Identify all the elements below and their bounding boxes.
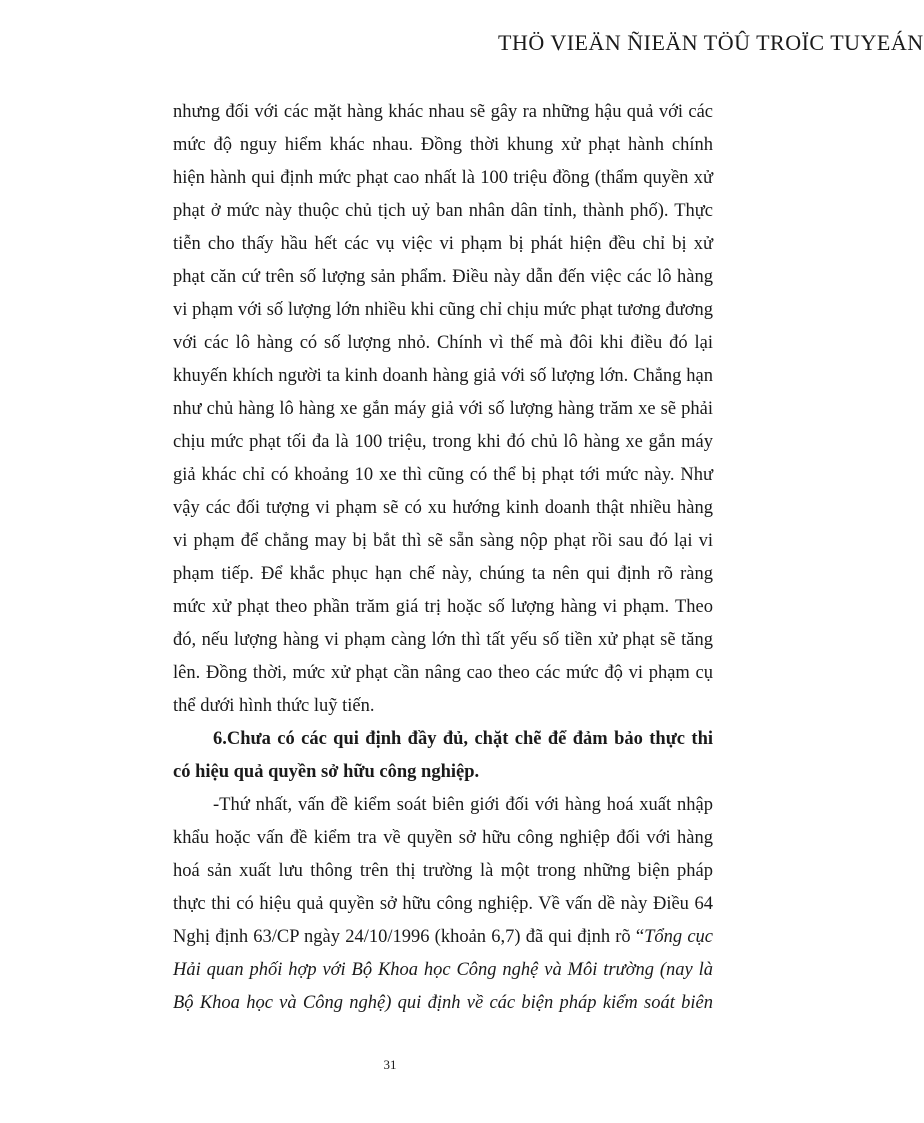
paragraph-2 xyxy=(173,789,713,1020)
text-line: tiễn cho thấy hầu hết các vụ việc vi phạm bị phát hiện đều chỉ bị xử xyxy=(173,234,713,254)
text-line: nhưng đối với các mặt hàng khác nhau sẽ gây ra những hậu quả với các xyxy=(173,102,713,122)
text-line: phạt ở mức này thuộc chủ tịch uỷ ban nhân dân tỉnh, thành phố). Thực xyxy=(173,201,713,221)
page-header: THÖ VIEÄN ÑIEÄN TÖÛ TROÏC TUYEÁN xyxy=(498,30,924,55)
text-line: giả khác chỉ có khoảng 10 xe thì cũng có thể bị phạt tới mức này. Như xyxy=(173,465,713,485)
text-line: đó, nếu lượng hàng vi phạm càng lớn thì tất yếu số tiền xử phạt sẽ tăng xyxy=(173,630,713,650)
text-line: phạt căn cứ trên số lượng sản phẩm. Điều này dẫn đến việc các lô hàng xyxy=(173,267,713,287)
text-line: khuyến khích người ta kinh doanh hàng giả với số lượng lớn. Chẳng hạn xyxy=(173,366,713,386)
text-line: lên. Đồng thời, mức xử phạt cần nâng cao theo các mức độ vi phạm cụ xyxy=(173,663,713,683)
text-line: -Thứ nhất, vấn đề kiểm soát biên giới đối với hàng hoá xuất nhập xyxy=(213,795,713,815)
quote-italic: Tổng cục xyxy=(644,927,713,947)
quote-line: Hải quan phối hợp với Bộ Khoa học Công nghệ và Môi trường (nay là xyxy=(173,960,713,980)
text-line: mức độ nguy hiểm khác nhau. Đồng thời khung xử phạt hành chính xyxy=(173,135,713,155)
page-body xyxy=(173,96,713,1020)
page-number: 31 xyxy=(383,1057,397,1072)
text-line xyxy=(173,921,713,954)
text-line: vậy các đối tượng vi phạm sẽ có xu hướng kinh doanh thật nhiều hàng xyxy=(173,498,713,518)
heading-line: 6.Chưa có các qui định đầy đủ, chặt chẽ để đảm bảo thực thi xyxy=(213,729,713,749)
text-line: hoá sản xuất lưu thông trên thị trường là một trong những biện pháp xyxy=(173,861,713,881)
text-line: vi phạm với số lượng lớn nhiều khi cũng chỉ chịu mức phạt tương đương xyxy=(173,300,713,320)
text-line: vi phạm để chẳng may bị bắt thì sẽ sẵn sàng nộp phạt rồi sau đó lại vi xyxy=(173,531,713,551)
text-line: phạm tiếp. Để khắc phục hạn chế này, chúng ta nên qui định rõ ràng xyxy=(173,564,713,584)
paragraph-1 xyxy=(173,96,713,723)
text-line: mức xử phạt theo phần trăm giá trị hoặc số lượng hàng vi phạm. Theo xyxy=(173,597,713,617)
heading-line: có hiệu quả quyền sở hữu công nghiệp. xyxy=(173,762,480,782)
text-line: chịu mức phạt tối đa là 100 triệu, trong khi đó chủ lô hàng xe gắn máy xyxy=(173,432,713,452)
text-line: thực thi có hiệu quả quyền sở hữu công nghiệp. Về vấn dề này Điều 64 xyxy=(173,894,713,914)
text-line-normal: Nghị định 63/CP ngày 24/10/1996 (khoản 6,7) đã qui định rõ “ xyxy=(173,927,645,947)
section-heading xyxy=(173,723,713,789)
text-line: với các lô hàng có số lượng nhỏ. Chính vì thế mà đôi khi điều đó lại xyxy=(173,333,713,353)
text-line: khẩu hoặc vấn đề kiểm tra về quyền sở hữu công nghiệp đối với hàng xyxy=(173,828,713,848)
text-line: hiện hành qui định mức phạt cao nhất là 100 triệu đồng (thẩm quyền xử xyxy=(173,168,713,188)
quote-line: Bộ Khoa học và Công nghệ) qui định về các biện pháp kiểm soát biên xyxy=(173,993,713,1013)
text-line: thể dưới hình thức luỹ tiến. xyxy=(173,696,375,716)
text-line: như chủ hàng lô hàng xe gắn máy giả với số lượng hàng trăm xe sẽ phải xyxy=(173,399,713,419)
